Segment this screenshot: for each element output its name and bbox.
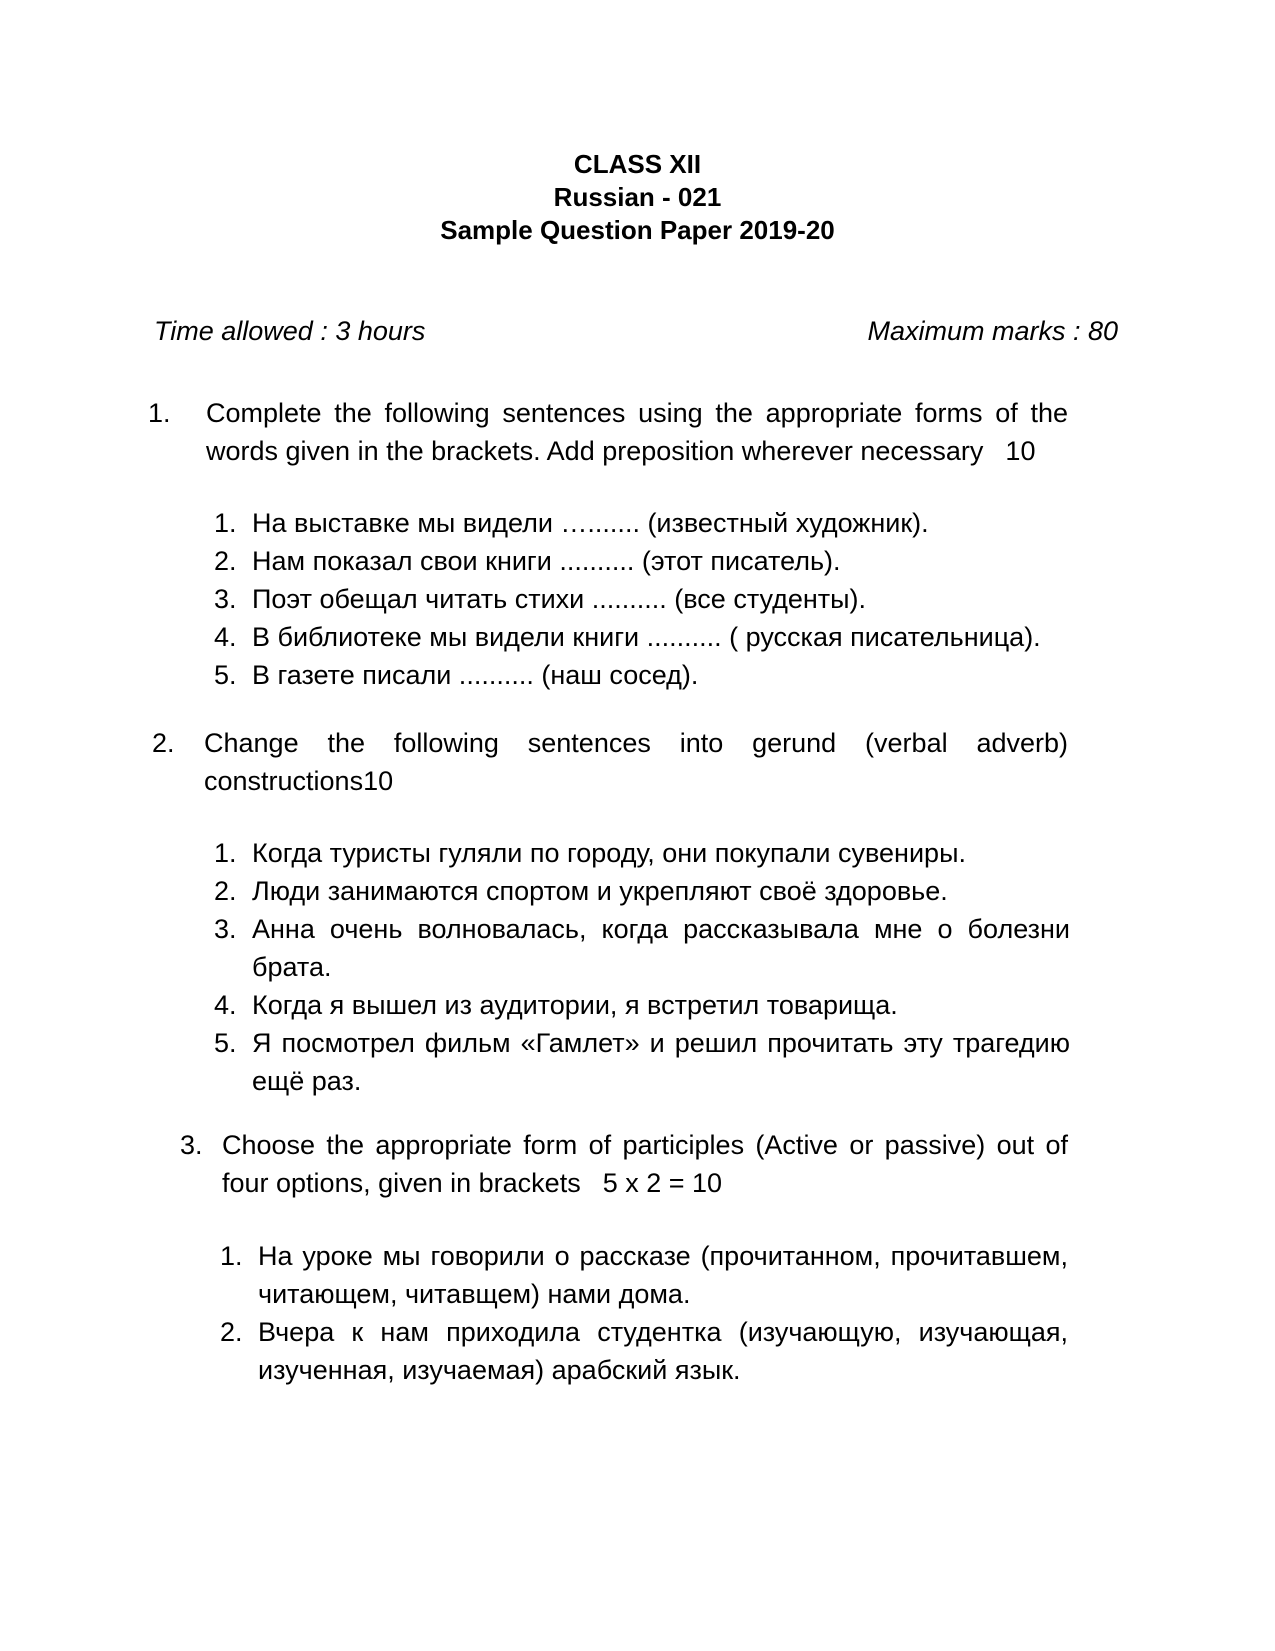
list-item: 2. Вчера к нам приходила студентка (изучающую, изучающая, изученная, изучаемая) арабский язык. xyxy=(220,1317,1068,1385)
question-instruction xyxy=(204,724,1068,800)
instruction-text: Complete the following sentences using the appropriate forms of the words given in the brackets. Add preposition wherever necessary xyxy=(206,398,1068,466)
question-instruction xyxy=(206,394,1068,470)
question-marks: 10 xyxy=(1005,436,1036,466)
paper-title: Sample Question Paper 2019-20 xyxy=(440,215,835,245)
list-item: 1. Когда туристы гуляли по городу, они покупали сувениры. xyxy=(214,838,966,868)
instruction-text: Change the following sentences into gerund (verbal adverb) constructions10 xyxy=(204,728,1068,796)
subject-title: Russian - 021 xyxy=(553,182,722,212)
question-instruction xyxy=(222,1126,1068,1202)
list-item: 5. В газете писали .......... (наш сосед). xyxy=(214,660,699,690)
list-item: 1. На выставке мы видели …....... (известный художник). xyxy=(214,508,929,538)
maximum-marks: Maximum marks : 80 xyxy=(867,316,1118,346)
list-item: 2. Люди занимаются спортом и укрепляют своё здоровье. xyxy=(214,876,948,906)
list-item: 5. Я посмотрел фильм «Гамлет» и решил прочитать эту трагедию ещё раз. xyxy=(214,1028,1070,1096)
question-number: 1. xyxy=(148,398,171,428)
class-title: CLASS XII xyxy=(573,149,702,179)
list-item: 3. Поэт обещал читать стихи .......... (все студенты). xyxy=(214,584,867,614)
question-2-items xyxy=(214,834,1070,1100)
question-number: 2. xyxy=(152,728,175,758)
document-header xyxy=(0,148,1275,247)
list-item: 3. Анна очень волновалась, когда рассказывала мне о болезни брата. xyxy=(214,914,1070,982)
list-item: 2. Нам показал свои книги .......... (этот писатель). xyxy=(214,546,841,576)
instruction-text: Choose the appropriate form of participles (Active or passive) out of four options, given in brackets xyxy=(222,1130,1068,1198)
time-allowed: Time allowed : 3 hours xyxy=(154,316,426,346)
question-1-items xyxy=(214,504,1074,694)
list-item: 4. Когда я вышел из аудитории, я встретил товарища. xyxy=(214,990,898,1020)
list-item: 4. В библиотеке мы видели книги .......... ( русская писательница). xyxy=(214,622,1041,652)
question-number: 3. xyxy=(180,1130,203,1160)
list-item: 1. На уроке мы говорили о рассказе (прочитанном, прочитавшем, читающем, читавщем) нами дома. xyxy=(220,1241,1068,1309)
question-marks: 5 x 2 = 10 xyxy=(602,1168,723,1198)
question-3-items xyxy=(220,1237,1068,1389)
